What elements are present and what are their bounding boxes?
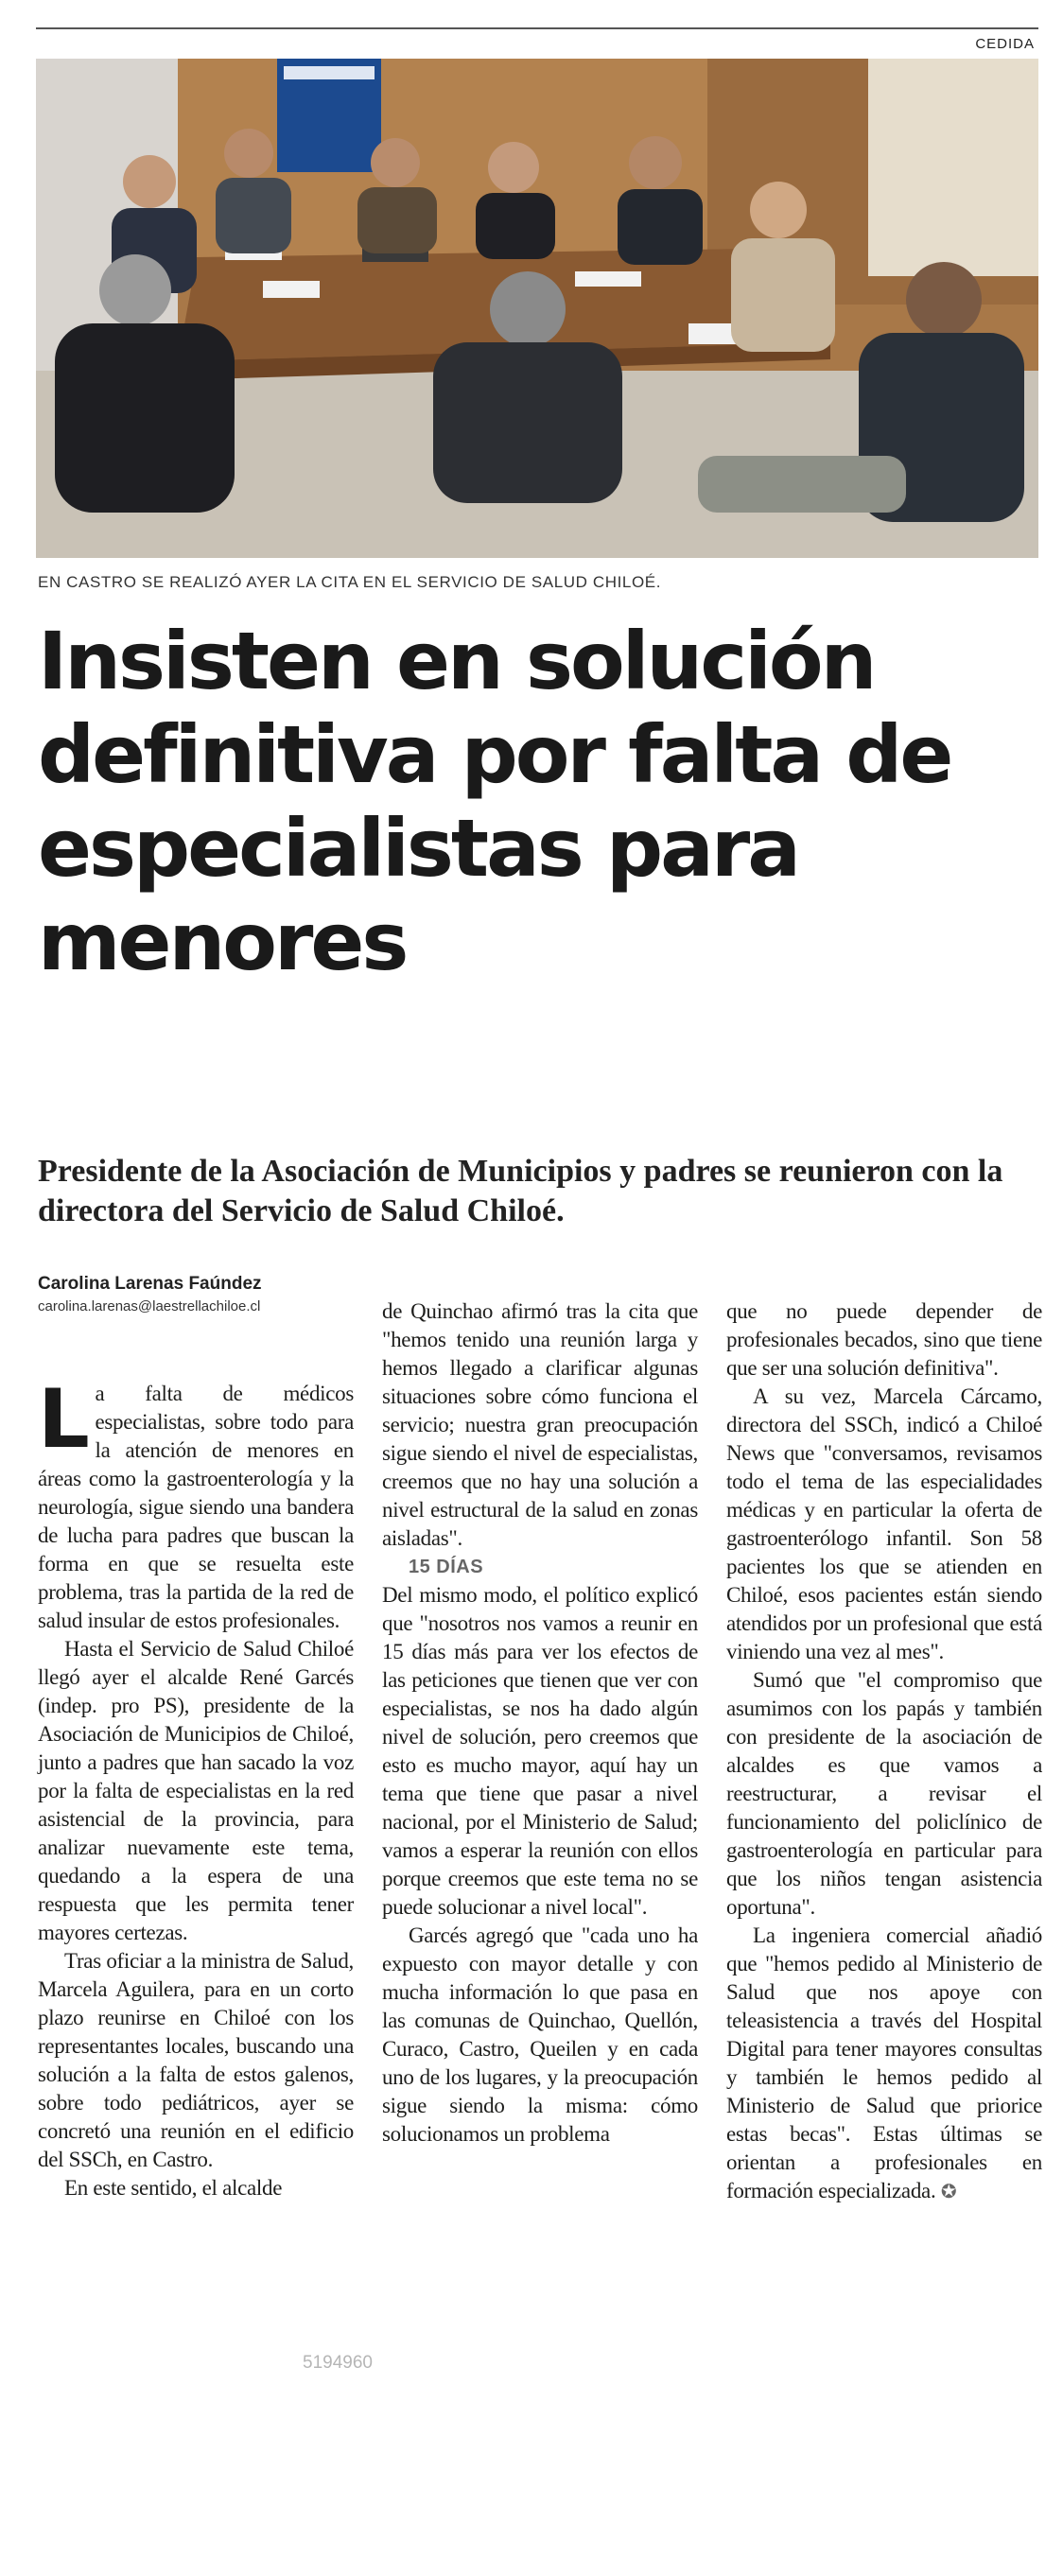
paragraph-3: Tras oficiar a la ministra de Salud, Marcela Aguilera, para en un corto plazo reunirse en Chiloé con los representantes locales, buscando una solución a la falta de estos galenos, sobre todo pediátricos, ayer se concretó una reunión en el edificio del SSCh, en Castro. [38, 1949, 354, 2171]
end-mark-icon: ✪ [940, 2182, 957, 2202]
section-label: 15 DÍAS [409, 1557, 484, 1577]
paragraph-9 [726, 1922, 1042, 2206]
byline [38, 1274, 262, 1314]
paragraph-8: Sumó que "el compromiso que asumimos con los papás y también con presidente de la asociación de alcaldes es que vamos a reestructurar, a revisar el funcionamiento del policlínico de gastroenterología en particular para que los niños tengan asistencia oportuna". [726, 1668, 1042, 1919]
drop-cap: L [38, 1372, 90, 1467]
paragraph-9-text: La ingeniera comercial añadió que "hemos pedido al Ministerio de Salud que nos apoye con teleasistencia a través del Hospital Digital para tener mayores consultas y también le hemos pedido al Ministerio de Salud que priorice estas becas". Estas últimas se orientan a profesionales en formación especializada. [726, 1923, 1042, 2202]
column-2 [382, 1297, 698, 2149]
paragraph-2: Hasta el Servicio de Salud Chiloé llegó ayer el alcalde René Garcés (indep. pro PS), presidente de la Asociación de Municipios de Chiloé, junto a padres que han sacado la voz por la falta de especialistas en la red asistencial de la provincia, para analizar nuevamente este tema, quedando a la espera de una respuesta que les permita tener mayores certezas. [38, 1637, 354, 1944]
paragraph-5: Del mismo modo, el político explicó que "nosotros nos vamos a reunir en 15 días más para ver los efectos de las peticiones que tienen que ver con especialistas, se nos ha dado algún nivel de solución, pero creemos que esto es mucho mayor, aquí hay un tema que tiene que pasar a nivel nacional, por el Ministerio de Salud; vamos a esperar la reunión con ellos porque creemos que este tema no se puede solucionar a nivel local". [382, 1583, 698, 1919]
watermark: 5194960 [303, 2353, 373, 2373]
paragraph-4-cont: de Quinchao afirmó tras la cita que "hemos tenido una reunión larga y hemos llegado a clarificar algunas situaciones sobre cómo funciona el servicio; nuestra gran preocupación sigue siendo el nivel de especialistas, creemos que no hay una solución a nivel estructural de la salud en zonas aisladas". [382, 1299, 698, 1550]
author-name: Carolina Larenas Faúndez [38, 1274, 262, 1294]
article-photo [36, 59, 1038, 558]
subheadline: Presidente de la Asociación de Municipios y padres se reunieron con la directora del Servicio de Salud Chiloé. [38, 1154, 1003, 1228]
headline: Insisten en solución definitiva por falta de especialistas para menores [38, 615, 951, 988]
author-email[interactable]: carolina.larenas@laestrellachiloe.cl [38, 1298, 261, 1314]
paragraph-4-start: En este sentido, el alcalde [64, 2176, 283, 2200]
paragraph-7: A su vez, Marcela Cárcamo, directora del SSCh, indicó a Chiloé News que "conversamos, revisamos todo el tema de las especialidades médicas y en particular la oferta de gastroenterólogo infantil. Son 58 pacientes los que se atienden en Chiloé, esos pacientes están siendo atendidos por un profesional que está viniendo una vez al mes". [726, 1384, 1042, 1663]
photo-caption: EN CASTRO SE REALIZÓ AYER LA CITA EN EL SERVICIO DE SALUD CHILOÉ. [38, 573, 662, 591]
column-1 [38, 1372, 354, 2202]
paragraph-6: Garcés agregó que "cada uno ha expuesto con mayor detalle y con mucha información lo que pasa en las comunas de Quinchao, Quellón, Curaco, Castro, Queilen y en cada uno de los lugares, y la preocupación sigue siendo la misma: cómo solucionamos un problema [382, 1923, 698, 2146]
top-rule [36, 27, 1038, 29]
paragraph-6-cont: que no puede depender de profesionales becados, sino que tiene que ser una solución definitiva". [726, 1299, 1042, 1380]
meeting-photo-illustration [36, 59, 1038, 558]
column-3 [726, 1297, 1042, 2206]
photo-credit: CEDIDA [975, 36, 1035, 52]
paragraph-1 [38, 1372, 354, 1635]
paragraph-1-text: a falta de médicos especialistas, sobre todo para la atención de menores en áreas como la gastroenterología y la neurología, sigue siendo una bandera de lucha para padres que buscan la forma en que se resuelta este problema, tras la partida de la red de salud insular de estos profesionales. [38, 1382, 354, 1632]
